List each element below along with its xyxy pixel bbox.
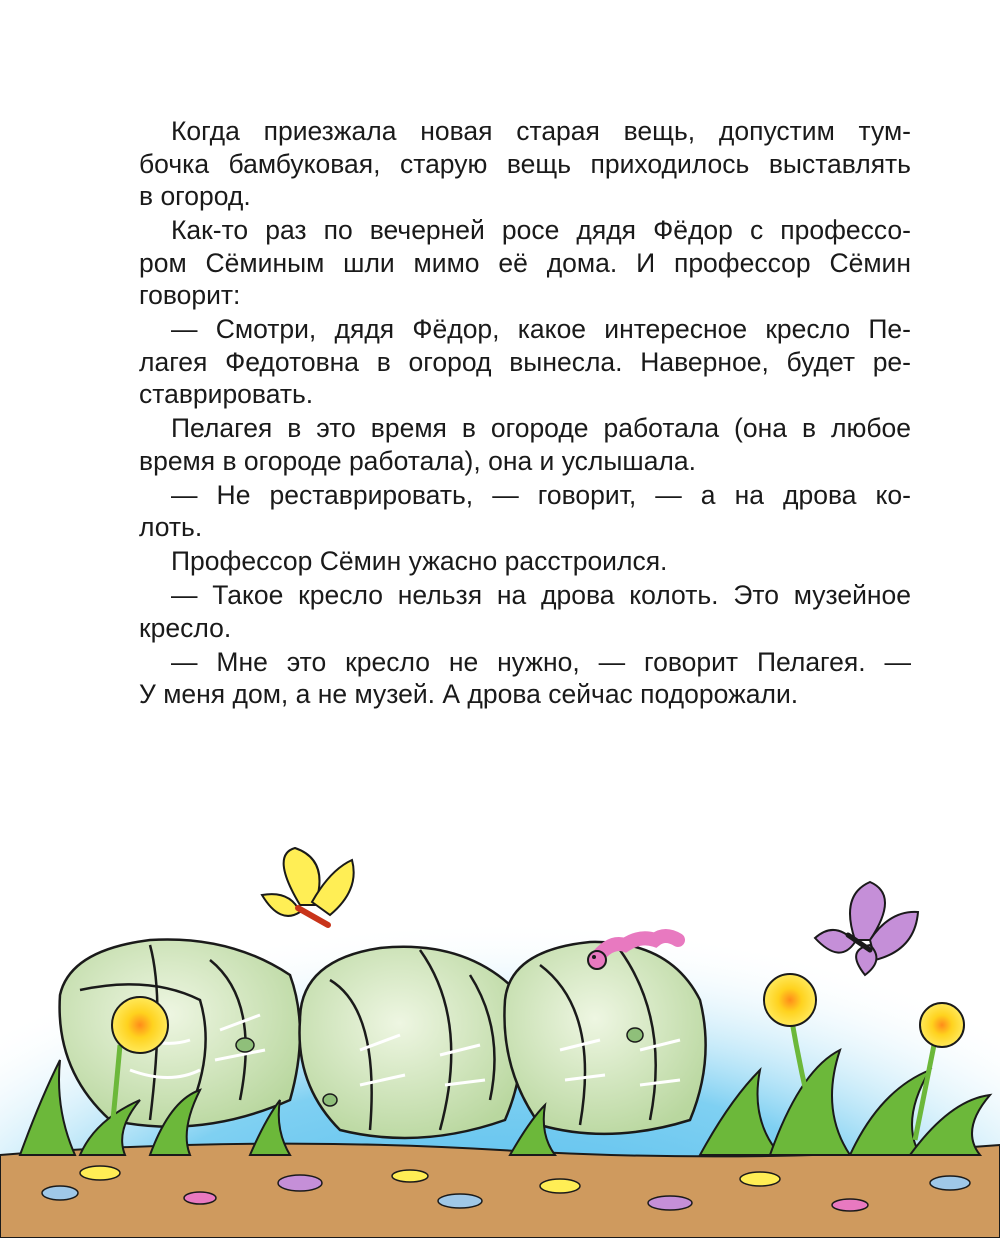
story-line: Когда приезжала новая старая вещь, допустим тум-	[171, 116, 911, 146]
story-line: в огород.	[139, 181, 251, 212]
story-line: — Мне это кресло не нужно, — говорит Пелагея. —	[171, 646, 911, 677]
story-line: — Не реставрировать, — говорит, — а на дрова ко-	[171, 479, 911, 510]
story-line: бочка бамбуковая, старую вещь приходилось выставлять	[139, 148, 911, 179]
story-line: ставрировать.	[139, 379, 314, 410]
story-line: — Такое кресло нельзя на дрова колоть. Это музейное	[171, 580, 911, 611]
story-line: Профессор Сёмин ужасно расстроился.	[171, 546, 668, 577]
soil-ground	[0, 1144, 1000, 1238]
story-line: Как-то раз по вечерней росе дядя Фёдор с профессо-	[171, 215, 911, 246]
story-line: Пелагея в это время в огороде работала (она в любое	[171, 413, 911, 444]
story-line: время в огороде работала), она и услышала.	[139, 445, 696, 476]
garden-illustration	[0, 800, 1000, 1238]
story-text	[139, 115, 911, 711]
story-line: лагея Федотовна в огород вынесла. Наверное, будет ре-	[139, 346, 911, 377]
cabbage-middle	[300, 947, 522, 1138]
story-line: кресло.	[139, 612, 232, 643]
story-line: говорит:	[139, 280, 241, 311]
cabbage-left	[60, 939, 300, 1126]
story-line: У меня дом, а не музей. А дрова сейчас подорожали.	[139, 679, 799, 710]
story-line: — Смотри, дядя Фёдор, какое интересное кресло Пе-	[171, 314, 911, 345]
story-line: ром Сёминым шли мимо её дома. И профессор Сёмин	[139, 247, 911, 278]
cabbage-right	[504, 942, 705, 1134]
story-line: лоть.	[139, 512, 203, 543]
